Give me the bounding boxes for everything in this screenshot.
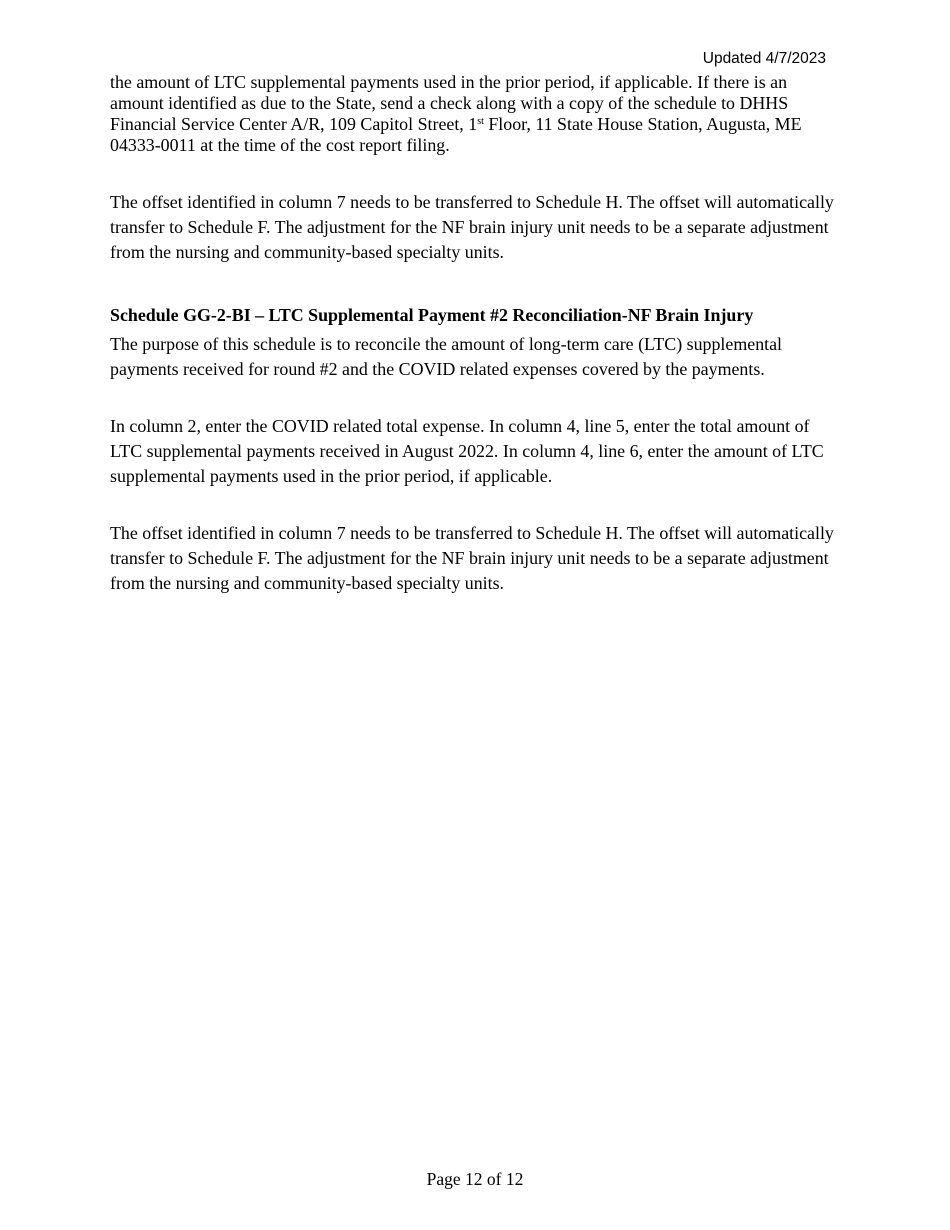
paragraph-offset-transfer-2: The offset identified in column 7 needs to be transferred to Schedule H. The offset will automatically transfer to Schedule F. The adjustment for the NF brain injury unit needs to be a separate adjustment from the nursing and community-based specialty units. <box>110 523 834 593</box>
updated-date-label: Updated 4/7/2023 <box>702 50 826 67</box>
ordinal-superscript: st <box>477 116 484 127</box>
paragraph-continued-ltc-payments <box>110 72 842 156</box>
paragraph-offset-transfer: The offset identified in column 7 needs to be transferred to Schedule H. The offset will automatically transfer to Schedule F. The adjustment for the NF brain injury unit needs to be a separate adjustment from the nursing and community-based specialty units. <box>110 192 834 262</box>
paragraph-text: the amount of LTC supplemental payments used in the prior period, if applicable. If there is an amount identified as due to the State, send a check along with a copy of the schedule to DHHS Financial Service Center A/R, 109 Capitol Street, 1 <box>110 72 789 134</box>
page-number: Page 12 of 12 <box>426 1169 524 1189</box>
paragraph-column-instructions: In column 2, enter the COVID related total expense. In column 4, line 5, enter the total amount of LTC supplemental payments received in August 2022. In column 4, line 6, enter the amount of LTC supplemental payments used in the prior period, if applicable. <box>110 416 824 486</box>
section-heading-schedule-gg-2-bi: Schedule GG-2-BI – LTC Supplemental Payment #2 Reconciliation-NF Brain Injury <box>110 305 754 325</box>
paragraph-text: Floor, 11 State House Station, Augusta, ME 04333-0011 at the time of the cost report filing. <box>110 114 802 155</box>
paragraph-schedule-purpose: The purpose of this schedule is to reconcile the amount of long-term care (LTC) supplemental payments received for round #2 and the COVID related expenses covered by the payments. <box>110 334 783 379</box>
document-body <box>110 72 842 596</box>
